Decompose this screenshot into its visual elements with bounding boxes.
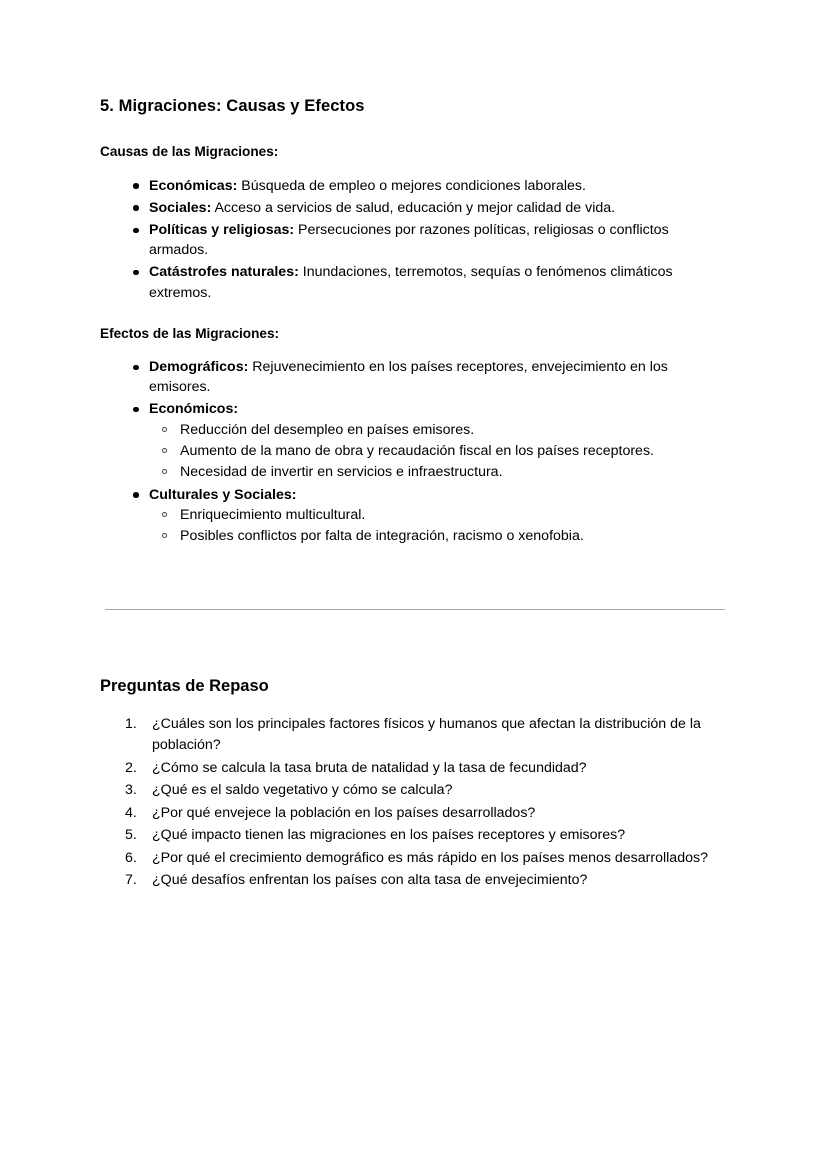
list-item-label: Catástrofes naturales: [149,264,299,281]
sub-list-item: Necesidad de invertir en servicios e infraestructura. [149,462,725,482]
list-item-text: Acceso a servicios de salud, educación y mejor calidad de vida. [211,199,616,216]
list-item [100,262,725,302]
question-item: ¿Por qué el crecimiento demográfico es más rápido en los países menos desarrollados? [152,849,708,866]
sub-list [149,505,725,547]
list-item [100,176,725,196]
list-item [100,220,725,260]
question-item: ¿Cuáles son los principales factores físicos y humanos que afectan la distribución de la población? [152,716,701,753]
effects-heading: Efectos de las Migraciones: [100,325,280,341]
list-item-label: Económicas: [149,177,238,194]
list-item [100,198,725,218]
list-item-text: Inundaciones, terremotos, sequías o fenómenos climáticos extremos. [149,264,673,301]
list-item-label: Demográficos: [149,359,249,376]
list-item-text: Persecuciones por razones políticas, religiosas o conflictos armados. [149,222,669,259]
review-questions-list [100,714,725,891]
page-title: 5. Migraciones: Causas y Efectos [100,97,365,115]
causes-list [100,176,725,303]
list-item-label: Políticas y religiosas: [149,222,295,239]
question-item: ¿Cómo se calcula la tasa bruta de natalidad y la tasa de fecundidad? [152,759,587,776]
sub-list-item: Enriquecimiento multicultural. [149,505,725,525]
causes-heading: Causas de las Migraciones: [100,144,279,160]
question-item: ¿Qué desafíos enfrentan los países con alta tasa de envejecimiento? [152,872,588,889]
list-item-label: Culturales y Sociales: [149,486,297,503]
sub-list-item: Posibles conflictos por falta de integración, racismo o xenofobia. [149,526,725,546]
list-item-label: Sociales: [149,199,212,216]
review-questions-title: Preguntas de Repaso [100,676,269,695]
question-item: ¿Qué es el saldo vegetativo y cómo se calcula? [152,782,453,799]
sub-list-item: Aumento de la mano de obra y recaudación fiscal en los países receptores. [149,441,725,461]
list-item [100,485,725,547]
sub-list-item: Reducción del desempleo en países emisores. [149,420,725,440]
question-item: ¿Qué impacto tienen las migraciones en los países receptores y emisores? [152,827,626,844]
list-item-label: Económicos: [149,401,239,418]
list-item-text: Búsqueda de empleo o mejores condiciones laborales. [237,177,586,194]
list-item-text: Rejuvenecimiento en los países receptores, envejecimiento en los emisores. [149,359,668,396]
list-item [100,399,725,482]
question-item: ¿Por qué envejece la población en los países desarrollados? [152,804,536,821]
sub-list [149,420,725,483]
section-divider [105,609,725,610]
list-item [100,357,725,397]
effects-list [100,357,725,547]
